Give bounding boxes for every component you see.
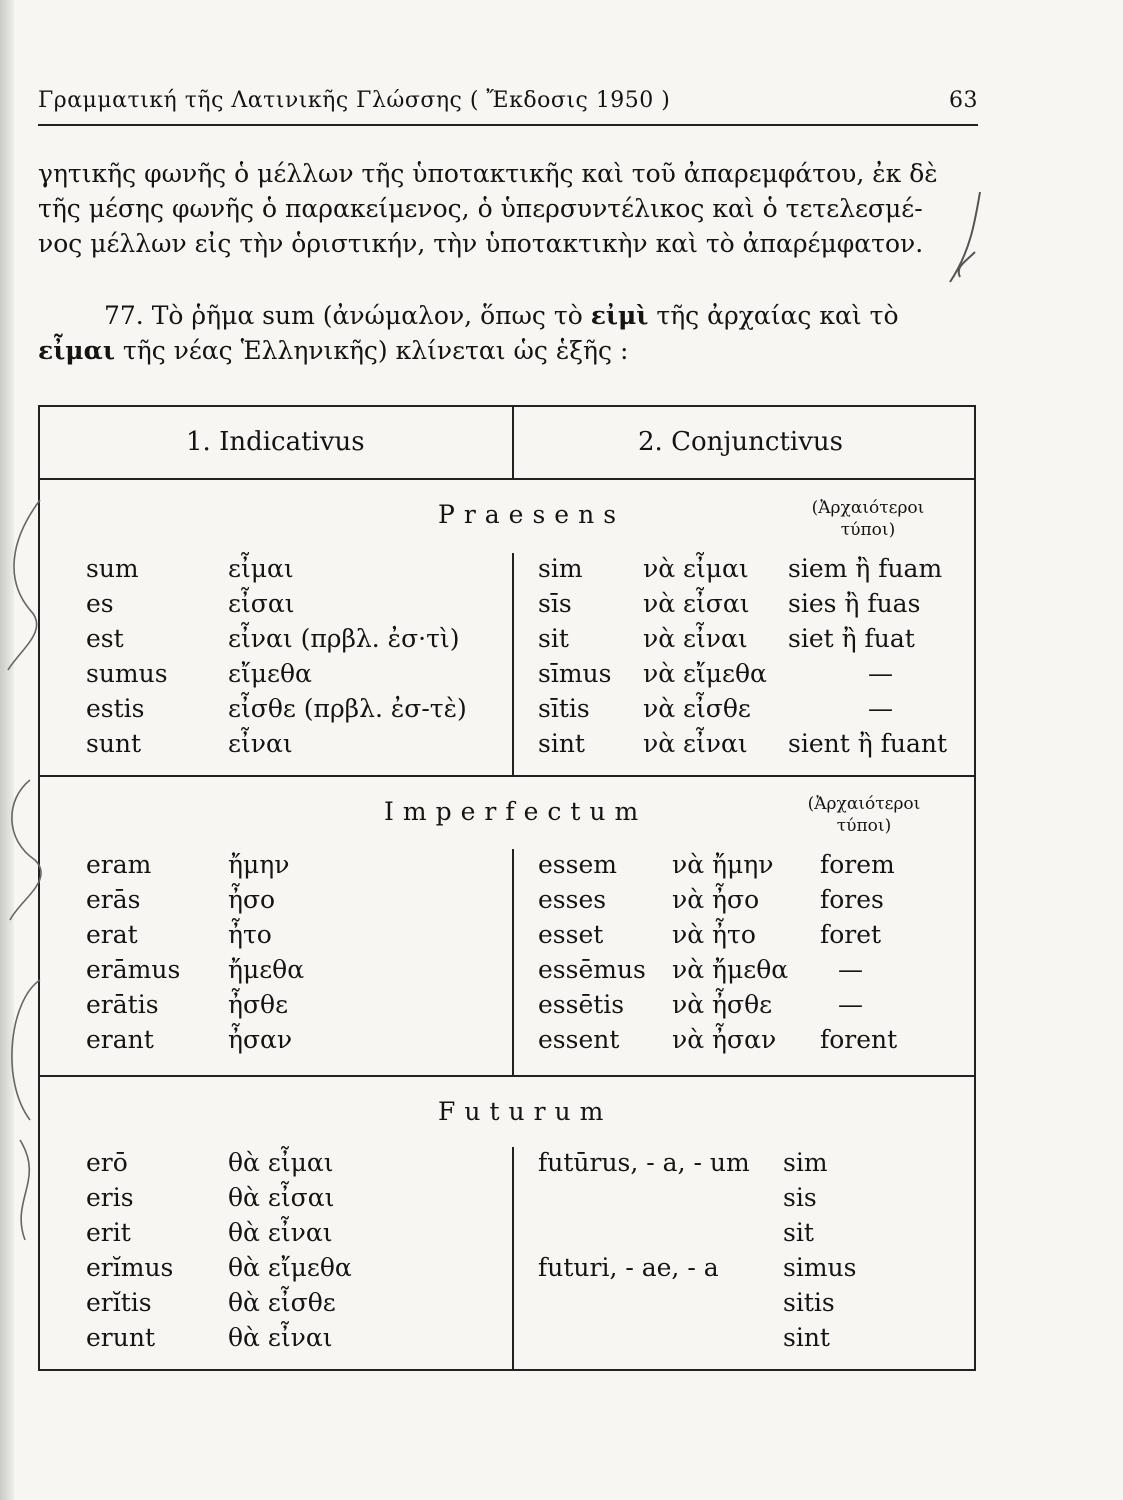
conj-greek-gloss: νὰ ἦσθε	[672, 990, 773, 1019]
conj-latin-form: sītis	[538, 694, 590, 723]
section-title-futurum: Futurum	[438, 1097, 613, 1126]
future-participle-plural: futuri, - ae, - a	[538, 1253, 719, 1282]
running-header	[38, 88, 978, 113]
greek-gloss: ἦσο	[228, 885, 276, 914]
latin-form: erĭmus	[86, 1253, 174, 1282]
latin-form: est	[86, 624, 124, 653]
section-title-imperfectum: Imperfectum	[384, 797, 648, 826]
latin-form: erātis	[86, 990, 159, 1019]
auxiliary-form: sis	[783, 1183, 817, 1212]
paragraph-text: Τὸ ῥῆμα sum (ἀνώμαλον, ὅπως τὸ	[151, 301, 583, 330]
latin-form: erunt	[86, 1323, 155, 1352]
greek-gloss: θὰ εἶναι	[228, 1323, 333, 1352]
text-line: τῆς μέσης φωνῆς ὁ παρακείμενος, ὁ ὑπερσυντέλικος καὶ ὁ τετελεσμέ-	[38, 194, 923, 223]
latin-form: estis	[86, 694, 145, 723]
latin-form: eris	[86, 1183, 134, 1212]
auxiliary-form: sim	[783, 1148, 828, 1177]
conj-latin-form: sīmus	[538, 659, 612, 688]
column-divider	[512, 405, 514, 478]
column-divider	[512, 849, 514, 1075]
note-line: τύποι)	[836, 816, 892, 836]
section-title-praesens: Praesens	[438, 500, 626, 529]
header-rule	[38, 124, 978, 126]
greek-gloss: θὰ εἶσθε	[228, 1288, 336, 1317]
conj-greek-gloss: νὰ εἶναι	[643, 729, 748, 758]
note-line: (Ἀρχαιότεροι	[811, 498, 925, 518]
conj-greek-gloss: νὰ εἶμαι	[643, 554, 749, 583]
latin-form: erĭtis	[86, 1288, 152, 1317]
greek-gloss: θὰ εἶσαι	[228, 1183, 335, 1212]
bold-word-eimi: εἰμὶ	[590, 301, 649, 330]
table-top-rule	[38, 405, 976, 407]
section-rule	[38, 1075, 976, 1077]
conj-latin-form: essent	[538, 1025, 620, 1054]
archaic-form: siet ἢ fuat	[788, 624, 915, 653]
auxiliary-form: simus	[783, 1253, 857, 1282]
pencil-scribble-margin	[0, 480, 60, 1480]
greek-gloss: ἦτο	[228, 920, 272, 949]
archaic-form: sient ἢ fuant	[788, 729, 948, 758]
greek-gloss: εἶμαι	[228, 554, 294, 583]
conj-greek-gloss: νὰ ἦσο	[672, 885, 760, 914]
paragraph-number: 77.	[104, 301, 144, 330]
latin-form: sunt	[86, 729, 142, 758]
greek-gloss: ἤμεθα	[228, 955, 305, 984]
latin-form: sumus	[86, 659, 168, 688]
conj-latin-form: sit	[538, 624, 569, 653]
conj-greek-gloss: νὰ ἦτο	[672, 920, 756, 949]
archaic-form: forem	[820, 850, 895, 879]
greek-gloss: εἶναι (πρβλ. ἐσ·τὶ)	[228, 624, 460, 653]
conj-greek-gloss: νὰ ἦσαν	[672, 1025, 777, 1054]
archaic-form: —	[868, 659, 893, 688]
auxiliary-form: sit	[783, 1218, 814, 1247]
greek-gloss: θὰ εἶναι	[228, 1218, 333, 1247]
greek-gloss: εἶσθε (πρβλ. ἐσ-τὲ)	[228, 694, 467, 723]
conj-greek-gloss: νὰ εἶναι	[643, 624, 748, 653]
conj-latin-form: sim	[538, 554, 583, 583]
archaic-form: siem ἢ fuam	[788, 554, 943, 583]
paragraph-text: τῆς νέας Ἑλληνικῆς) κλίνεται ὡς ἑξῆς :	[122, 336, 629, 365]
conj-greek-gloss: νὰ εἶσαι	[643, 589, 750, 618]
section-rule	[38, 775, 976, 777]
paragraph-text: τῆς ἀρχαίας καὶ τὸ	[656, 301, 899, 330]
table-right-rule	[974, 405, 976, 1371]
conj-latin-form: essēmus	[538, 955, 646, 984]
archaic-form: fores	[820, 885, 884, 914]
indicativus-header: 1. Indicativus	[186, 427, 365, 457]
header-bottom-rule	[38, 478, 976, 480]
bold-word-eimai: εἶμαι	[38, 336, 115, 365]
conjunctivus-header: 2. Conjunctivus	[638, 427, 844, 457]
future-participle-singular: futūrus, - a, - um	[538, 1148, 750, 1177]
greek-gloss: εἶναι	[228, 729, 293, 758]
conj-latin-form: esset	[538, 920, 604, 949]
conj-greek-gloss: νὰ ἤμην	[672, 850, 774, 879]
conj-latin-form: esses	[538, 885, 607, 914]
header-title: Γραμματική τῆς Λατινικῆς Γλώσσης ( Ἔκδοσις 1950 )	[38, 88, 671, 113]
intro-paragraph	[38, 156, 978, 261]
text-line: γητικῆς φωνῆς ὁ μέλλων τῆς ὑποτακτικῆς καὶ τοῦ ἀπαρεμφάτου, ἐκ δὲ	[38, 159, 938, 188]
latin-form: erant	[86, 1025, 154, 1054]
pencil-smudge-mark	[930, 182, 990, 292]
table-bottom-rule	[38, 1369, 976, 1371]
archaic-form: forent	[820, 1025, 898, 1054]
greek-gloss: ἦσθε	[228, 990, 289, 1019]
greek-gloss: ἤμην	[228, 850, 290, 879]
page-number: 63	[949, 88, 978, 113]
conj-greek-gloss: νὰ εἴμεθα	[643, 659, 767, 688]
greek-gloss: θὰ εἶμαι	[228, 1148, 334, 1177]
greek-gloss: εἴμεθα	[228, 659, 312, 688]
greek-gloss: θὰ εἴμεθα	[228, 1253, 352, 1282]
note-line: τύποι)	[840, 520, 896, 540]
latin-form: eram	[86, 850, 152, 879]
note-line: (Ἀρχαιότεροι	[807, 794, 921, 814]
column-divider	[512, 1147, 514, 1369]
paragraph-77	[38, 298, 978, 368]
archaic-form: —	[838, 955, 863, 984]
latin-form: erāmus	[86, 955, 181, 984]
archaic-forms-note	[788, 497, 948, 541]
archaic-forms-note	[774, 793, 954, 837]
text-line: νος μέλλων εἰς τὴν ὁριστικήν, τὴν ὑποτακτικὴν καὶ τὸ ἀπαρέμφατον.	[38, 229, 924, 258]
latin-form: erit	[86, 1218, 131, 1247]
latin-form: erō	[86, 1148, 128, 1177]
conj-greek-gloss: νὰ εἶσθε	[643, 694, 751, 723]
latin-form: sum	[86, 554, 139, 583]
auxiliary-form: sint	[783, 1323, 830, 1352]
archaic-form: sies ἢ fuas	[788, 589, 921, 618]
conj-latin-form: sint	[538, 729, 585, 758]
column-divider	[512, 553, 514, 775]
auxiliary-form: sitis	[783, 1288, 835, 1317]
conj-latin-form: essētis	[538, 990, 625, 1019]
latin-form: es	[86, 589, 114, 618]
greek-gloss: ἦσαν	[228, 1025, 293, 1054]
archaic-form: foret	[820, 920, 882, 949]
archaic-form: —	[868, 694, 893, 723]
greek-gloss: εἶσαι	[228, 589, 295, 618]
conj-latin-form: sīs	[538, 589, 572, 618]
conjugation-table	[38, 405, 976, 1371]
conj-greek-gloss: νὰ ἤμεθα	[672, 955, 789, 984]
archaic-form: —	[838, 990, 863, 1019]
latin-form: erat	[86, 920, 138, 949]
latin-form: erās	[86, 885, 141, 914]
conj-latin-form: essem	[538, 850, 617, 879]
